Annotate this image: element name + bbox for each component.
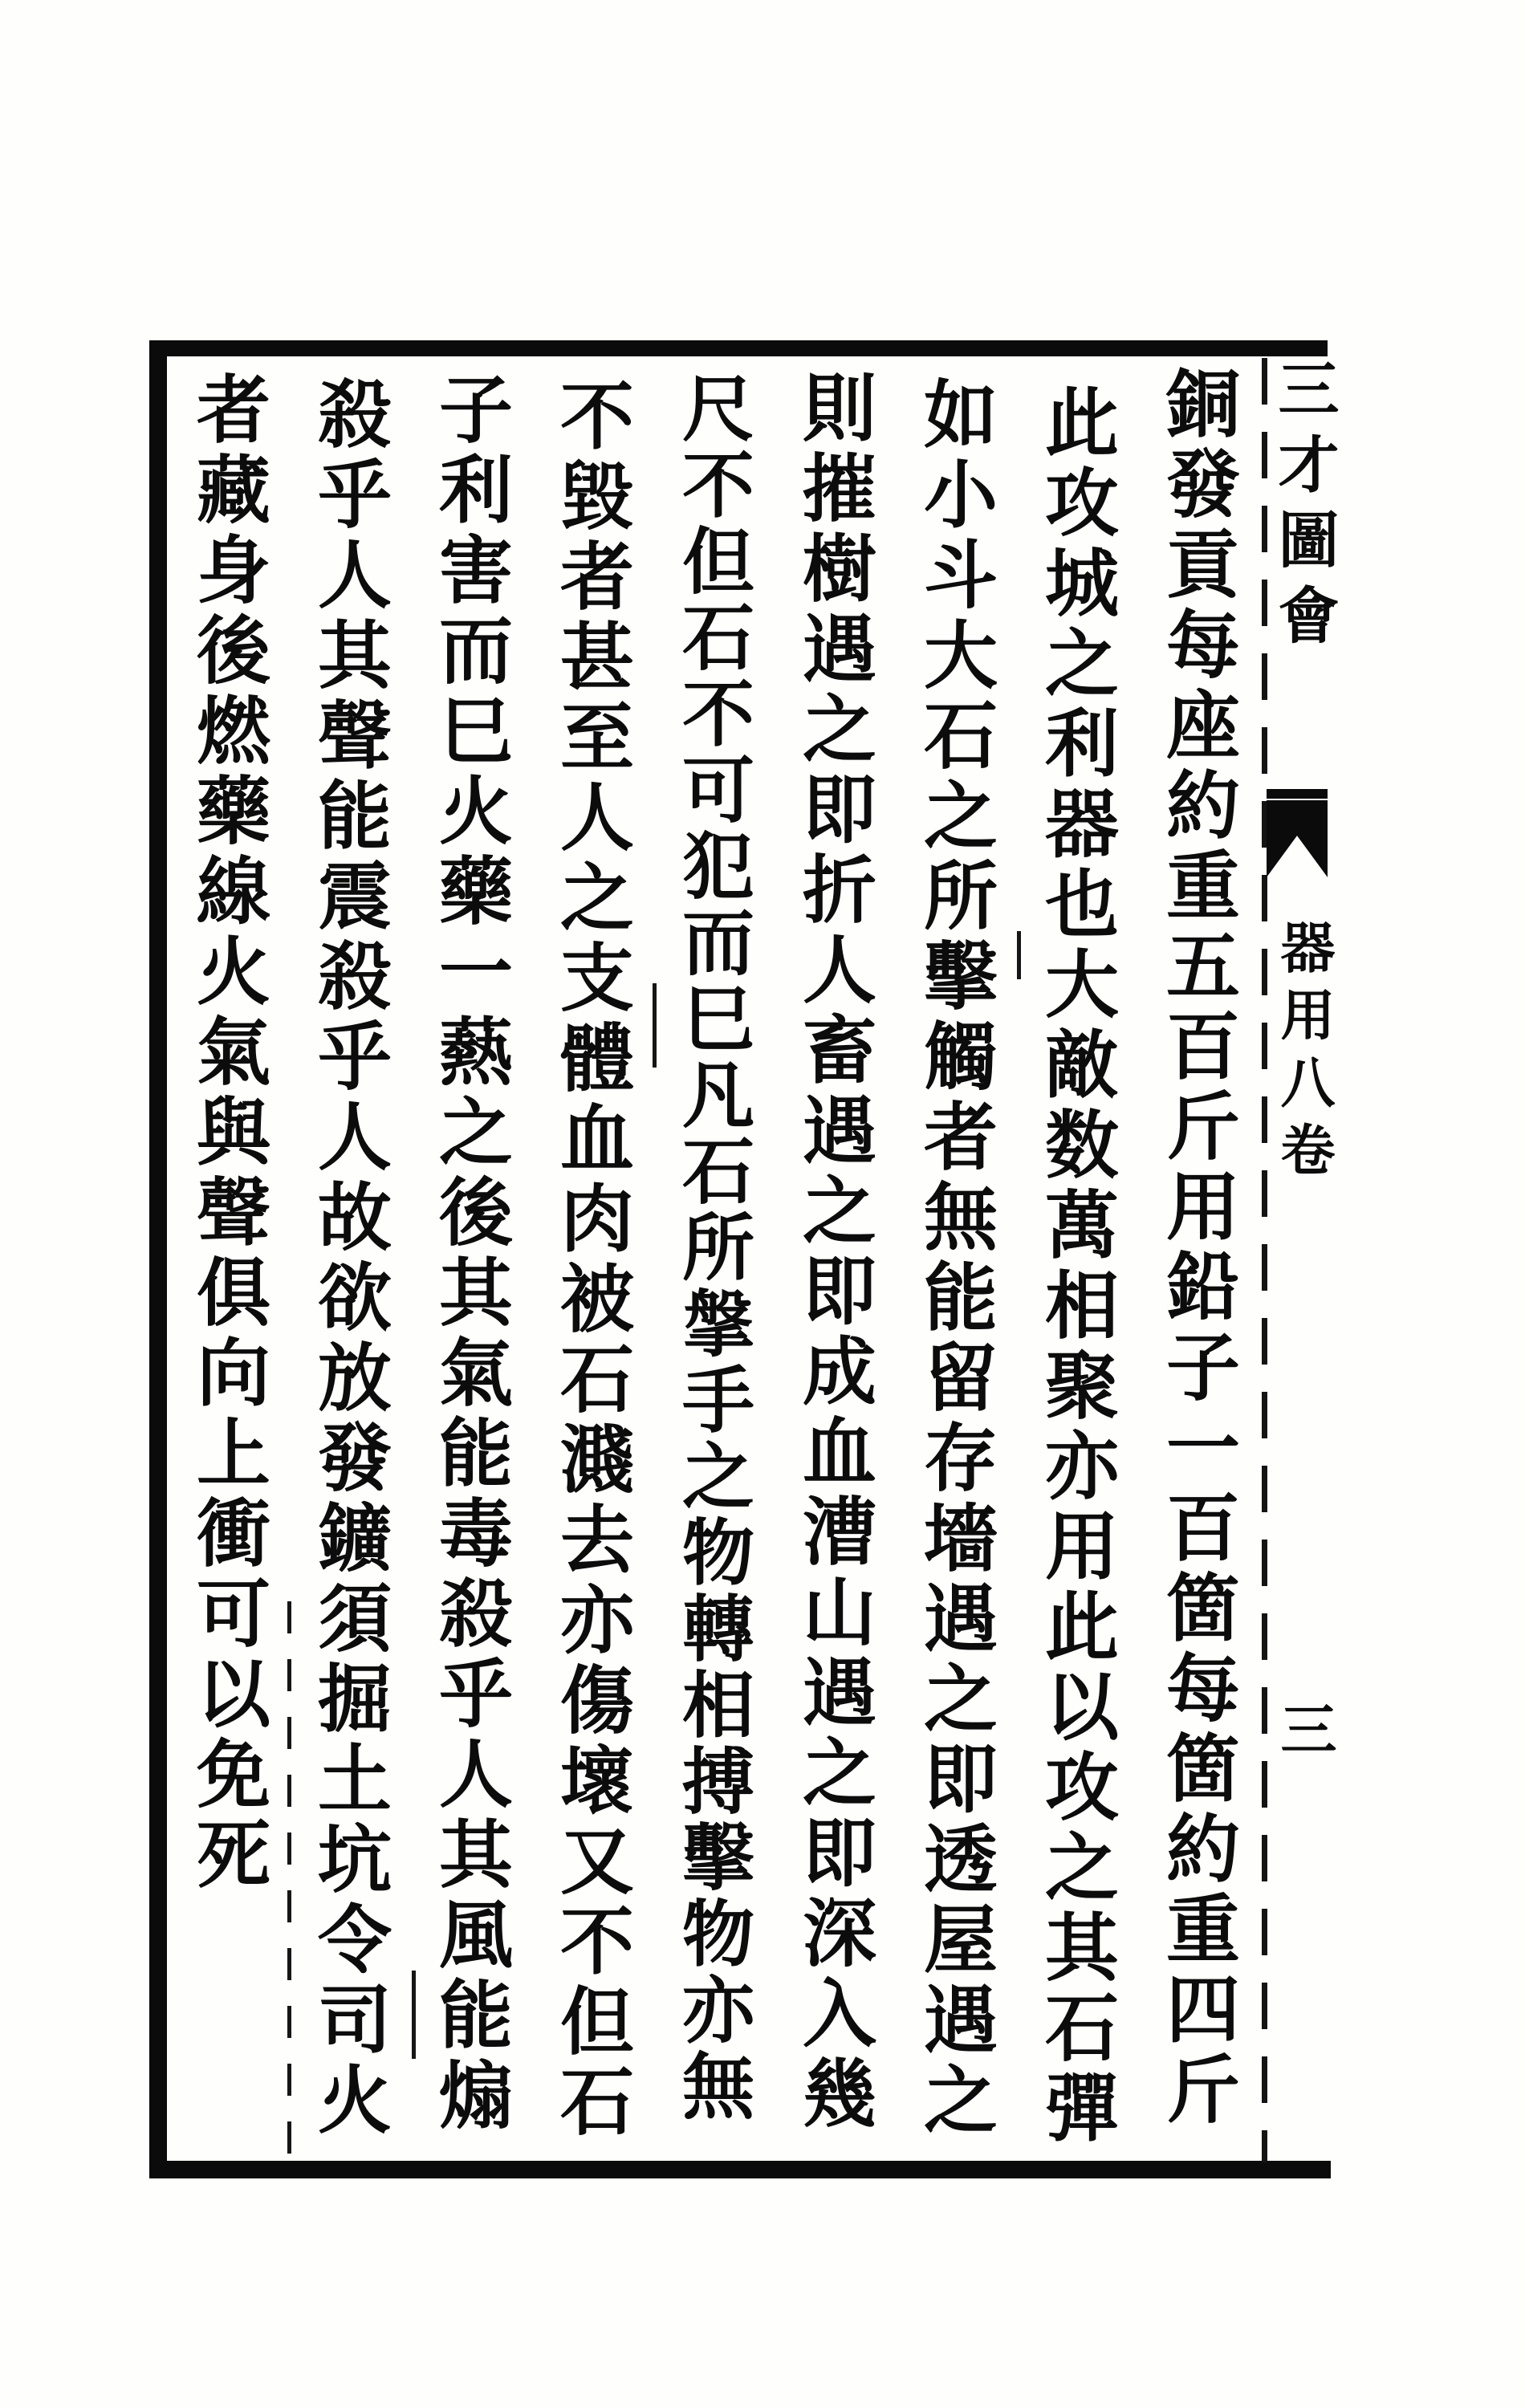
text-column-9: 者藏身後燃藥線火氣與聲俱向上衝可以免死 — [185, 371, 271, 1896]
text-column-6: 不毀者甚至人之支體血肉被石濺去亦傷壞又不但石 — [548, 377, 635, 2143]
text-column-7: 子利害而巳火藥一爇之後其氣能毒殺乎人其風能煽 — [427, 371, 514, 2137]
text-column-5: 尺不但石不可犯而巳凡石所搫手之物轉相搏擊物亦無 — [669, 371, 754, 2125]
frame-left-border — [149, 340, 167, 2178]
text-column-8: 殺乎人其聲能震殺乎人故欲放發鑛須掘土坑令司火 — [306, 376, 392, 2142]
column-rule-fragment — [412, 1971, 416, 2059]
book-title: 三才圖會 — [1268, 357, 1340, 659]
volume-label: 器用八卷 — [1271, 919, 1336, 1189]
fishtail-mark-icon — [1267, 800, 1328, 877]
text-column-3: 如小斗大石之所擊觸者無能留存墻遇之即透屋遇之 — [912, 376, 998, 2142]
frame-top-border — [149, 340, 1328, 356]
page-number: 三 — [1271, 1700, 1338, 1756]
text-column-2: 此攻城之利器也大敵数萬相聚亦用此以攻之其石彈 — [1033, 384, 1120, 2150]
column-rule-fragment — [653, 983, 657, 1068]
text-column-1: 銅發貢每座約重五百斤用鉛子一百箇每箇約重四斤 — [1154, 365, 1241, 2131]
frame-bottom-border — [149, 2161, 1331, 2178]
column-rule-fragment — [1017, 931, 1021, 979]
frame-right-broken-rule — [1262, 358, 1267, 2162]
fishtail-bar-icon — [1267, 789, 1328, 799]
column-rule-fragment — [287, 1601, 291, 2154]
text-column-4: 則摧樹遇之即折人畜遇之即成血漕山遇之即深入幾 — [791, 369, 877, 2135]
